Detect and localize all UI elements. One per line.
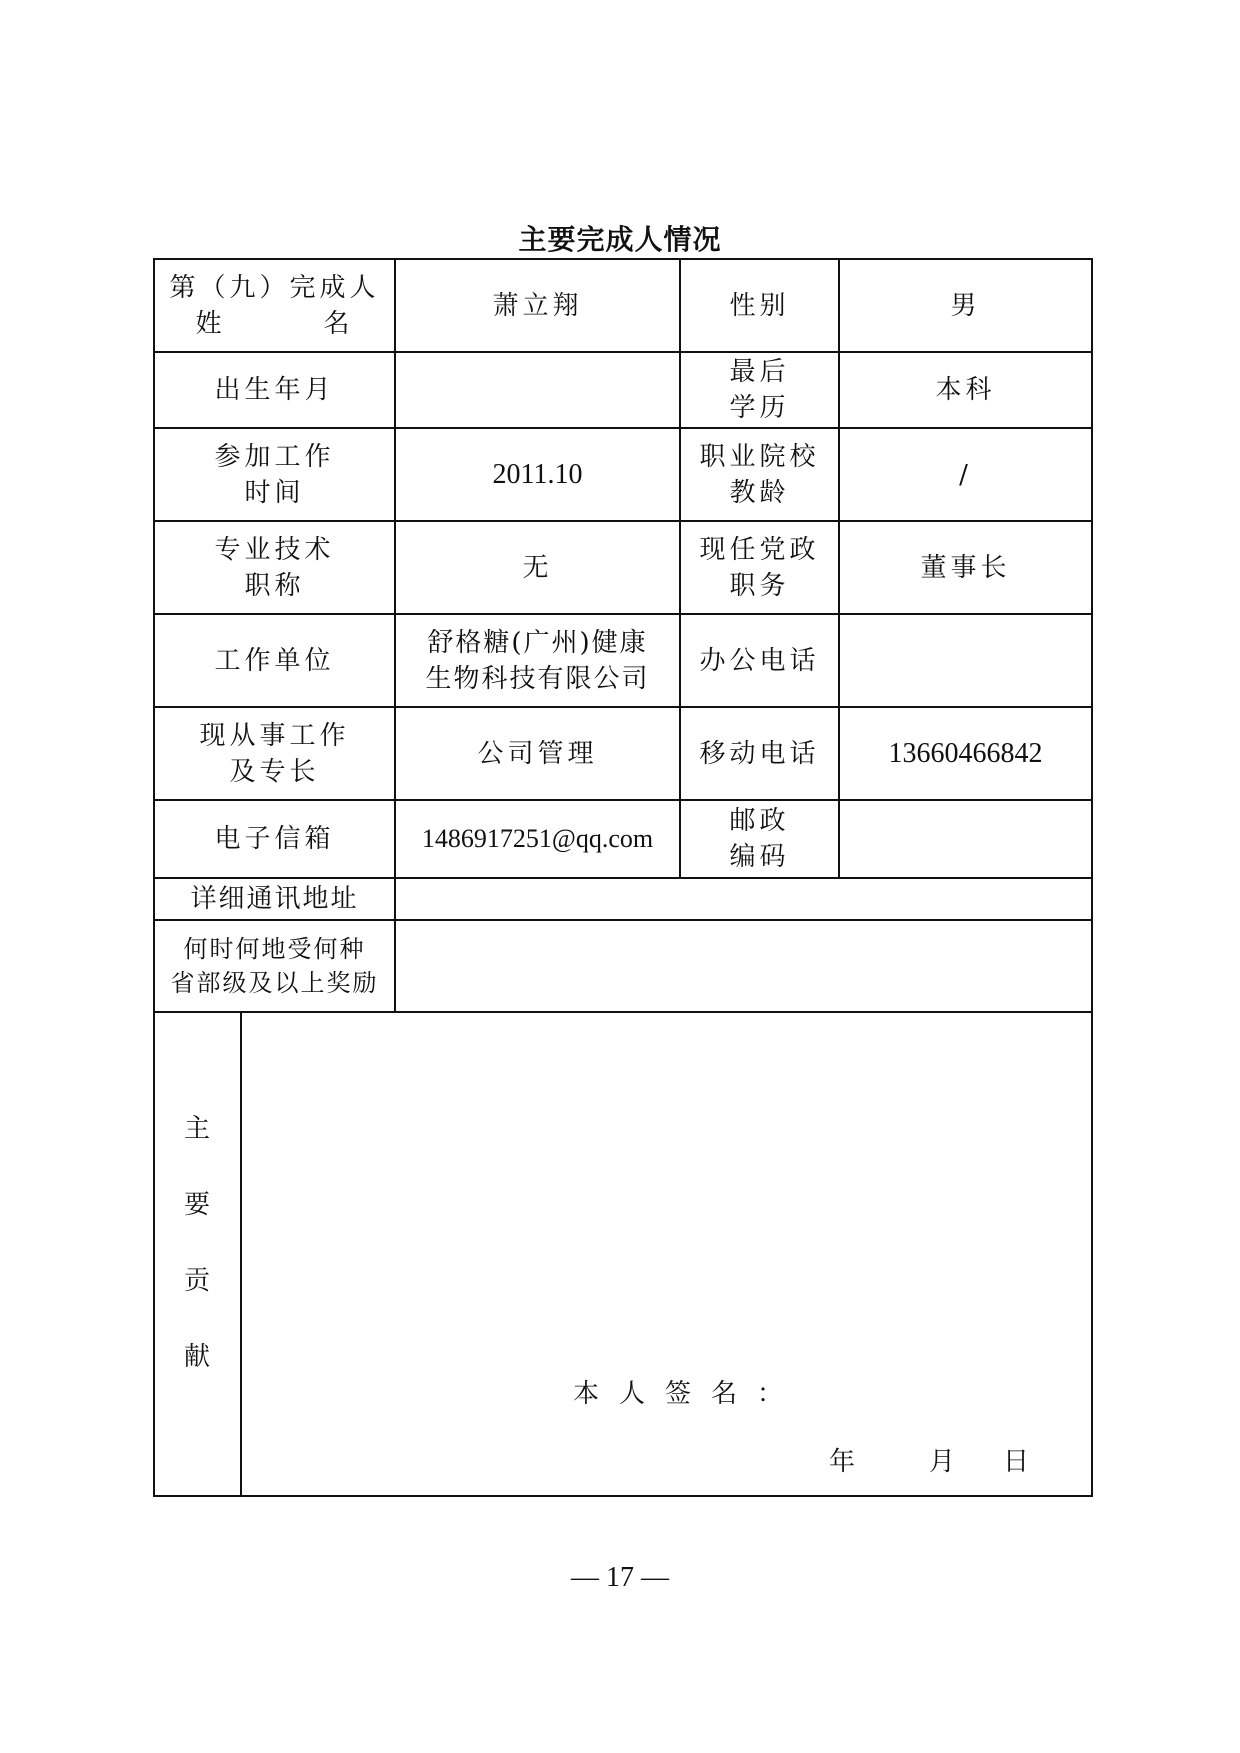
professional-title-label-line2: 职称: [244, 570, 305, 601]
page-title: 主要完成人情况: [518, 223, 722, 256]
name-value[interactable]: 萧立翔: [492, 290, 583, 321]
employer-value[interactable]: [396, 615, 679, 706]
date-day-label: 日: [1003, 1447, 1030, 1477]
name-label-line2: 姓 名: [195, 308, 354, 339]
education-label-line2: 学历: [729, 393, 790, 423]
name-label-line1: 第（九）完成人: [169, 272, 380, 303]
awards-value[interactable]: [396, 921, 1091, 1011]
gender-value[interactable]: 男: [950, 290, 981, 321]
awards-label: [155, 921, 394, 1011]
mobile-phone-label: 移动电话: [699, 738, 820, 769]
teaching-years-label-line1: 职业院校: [699, 441, 820, 472]
office-phone-label: 办公电话: [699, 645, 820, 676]
work-start-label-line1: 参加工作: [214, 441, 335, 472]
office-phone-value[interactable]: [840, 615, 1091, 706]
work-start-label: [155, 429, 394, 520]
awards-label-line2: 省部级及以上奖励: [170, 969, 379, 997]
teaching-years-value[interactable]: /: [959, 459, 972, 490]
address-value[interactable]: [396, 879, 1091, 919]
employer-value-line1: 舒格糖(广州)健康: [427, 627, 648, 658]
teaching-years-label: [681, 429, 838, 520]
postal-code-label-line2: 编码: [729, 842, 790, 872]
current-position-value[interactable]: 董事长: [920, 552, 1011, 583]
contribution-label-char: 主: [183, 1114, 210, 1144]
gender-label: 性别: [729, 290, 790, 321]
education-value[interactable]: 本科: [935, 375, 996, 405]
teaching-years-label-line2: 教龄: [729, 477, 790, 508]
work-start-label-line2: 时间: [244, 477, 305, 508]
email-value[interactable]: 1486917251@qq.com: [421, 824, 654, 853]
postal-code-label-line1: 邮政: [729, 806, 790, 836]
contribution-label: [153, 1108, 241, 1412]
address-label: 详细通讯地址: [190, 884, 359, 914]
contribution-area[interactable]: [242, 1013, 1091, 1495]
birth-value[interactable]: [396, 353, 679, 427]
contribution-label-char: 献: [183, 1342, 210, 1372]
email-label: 电子信箱: [214, 824, 335, 854]
contribution-label-char: 贡: [183, 1266, 210, 1296]
date-month-label: 月: [929, 1447, 956, 1477]
employer-label: 工作单位: [214, 645, 335, 676]
awards-label-line1: 何时何地受何种: [183, 935, 366, 963]
mobile-phone-value[interactable]: 13660466842: [888, 737, 1043, 769]
completer-info-form: [153, 258, 1093, 1497]
work-start-value[interactable]: 2011.10: [492, 458, 583, 490]
page-number: — 17 —: [571, 1562, 669, 1593]
current-position-label-line1: 现任党政: [699, 534, 820, 565]
education-label: [681, 353, 838, 427]
education-label-line1: 最后: [729, 357, 790, 387]
employer-value-line2: 生物科技有限公司: [425, 663, 650, 694]
date-year-label: 年: [829, 1447, 856, 1477]
professional-title-value[interactable]: 无: [522, 552, 553, 583]
contribution-label-char: 要: [183, 1190, 210, 1220]
professional-title-label-line1: 专业技术: [214, 534, 335, 565]
professional-title-label: [155, 522, 394, 613]
signature-label: 本人签名：: [573, 1379, 804, 1409]
postal-code-value[interactable]: [840, 801, 1091, 877]
name-label: [155, 260, 394, 351]
current-work-value[interactable]: 公司管理: [477, 738, 598, 769]
birth-label: 出生年月: [214, 375, 335, 405]
current-position-label: [681, 522, 838, 613]
current-work-label-line1: 现从事工作: [199, 720, 350, 751]
current-work-label: [155, 708, 394, 799]
table-border-bottom: [153, 1495, 1093, 1497]
current-work-label-line2: 及专长: [229, 756, 320, 787]
current-position-label-line2: 职务: [729, 570, 790, 601]
table-border-right: [1091, 258, 1093, 1497]
postal-code-label: [681, 801, 838, 877]
